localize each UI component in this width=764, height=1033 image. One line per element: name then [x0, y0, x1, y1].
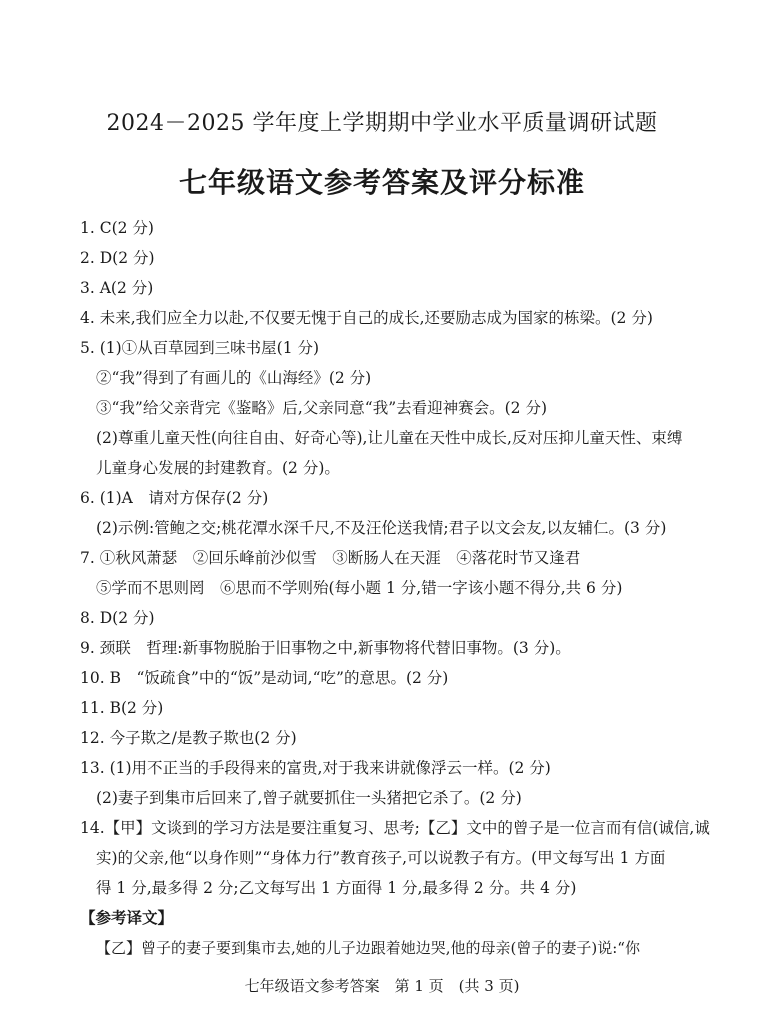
answer-line: 实)的父亲,他“以身作则”“身体力行”教育孩子,可以说教子有方。(甲文每写出 1 方面	[96, 849, 666, 867]
exam-title: 2024－2025 学年度上学期期中学业水平质量调研试题	[106, 111, 658, 136]
answer-line: 3. A(2 分)	[80, 279, 154, 297]
reference-translation-heading: 【参考译文】	[80, 908, 174, 927]
answer-line: 14.【甲】文谈到的学习方法是要注重复习、思考;【乙】文中的曾子是一位言而有信(诚信,诚	[80, 819, 710, 837]
answer-line: 12. 今子欺之/是教子欺也(2 分)	[80, 729, 297, 747]
answer-line: ②“我”得到了有画儿的《山海经》(2 分)	[96, 369, 372, 387]
answer-line: (2)示例:管鲍之交;桃花潭水深千尺,不及汪伦送我情;君子以文会友,以友辅仁。(3 分)	[96, 519, 667, 537]
translation-line: 【乙】曾子的妻子要到集市去,她的儿子边跟着她边哭,他的母亲(曾子的妻子)说:“你	[96, 939, 640, 957]
answer-line: 8. D(2 分)	[80, 609, 155, 627]
answer-line: 6. (1)A 请对方保存(2 分)	[80, 489, 269, 507]
answer-line: 11. B(2 分)	[80, 699, 164, 717]
answer-line: 9. 颈联 哲理:新事物脱胎于旧事物之中,新事物将代替旧事物。(3 分)。	[80, 639, 571, 657]
answer-line: 1. C(2 分)	[80, 219, 154, 237]
answer-line: (2)妻子到集市后回来了,曾子就要抓住一头猪把它杀了。(2 分)	[96, 789, 522, 807]
answer-line: 得 1 分,最多得 2 分;乙文每写出 1 方面得 1 分,最多得 2 分。共 4 分)	[96, 879, 577, 897]
answer-line: 7. ①秋风萧瑟 ②回乐峰前沙似雪 ③断肠人在天涯 ④落花时节又逢君	[80, 549, 581, 567]
answer-line: ⑤学而不思则罔 ⑥思而不学则殆(每小题 1 分,错一字该小题不得分,共 6 分)	[96, 579, 623, 597]
page-footer: 七年级语文参考答案 第 1 页 (共 3 页)	[244, 977, 520, 995]
answer-line: ③“我”给父亲背完《鉴略》后,父亲同意“我”去看迎神赛会。(2 分)	[96, 399, 548, 417]
answer-line: 5. (1)①从百草园到三味书屋(1 分)	[80, 339, 320, 357]
answer-line: (2)尊重儿童天性(向往自由、好奇心等),让儿童在天性中成长,反对压抑儿童天性、束缚	[96, 429, 683, 447]
answer-key-title: 七年级语文参考答案及评分标准	[178, 166, 585, 199]
answer-line: 儿童身心发展的封建教育。(2 分)。	[96, 459, 340, 477]
answer-line: 13. (1)用不正当的手段得来的富贵,对于我来讲就像浮云一样。(2 分)	[80, 759, 551, 777]
answer-line: 2. D(2 分)	[80, 249, 155, 267]
answer-line: 4. 未来,我们应全力以赴,不仅要无愧于自己的成长,还要励志成为国家的栋梁。(2 分)	[80, 309, 653, 327]
answer-line: 10. B “饭疏食”中的“饭”是动词,“吃”的意思。(2 分)	[80, 669, 449, 687]
